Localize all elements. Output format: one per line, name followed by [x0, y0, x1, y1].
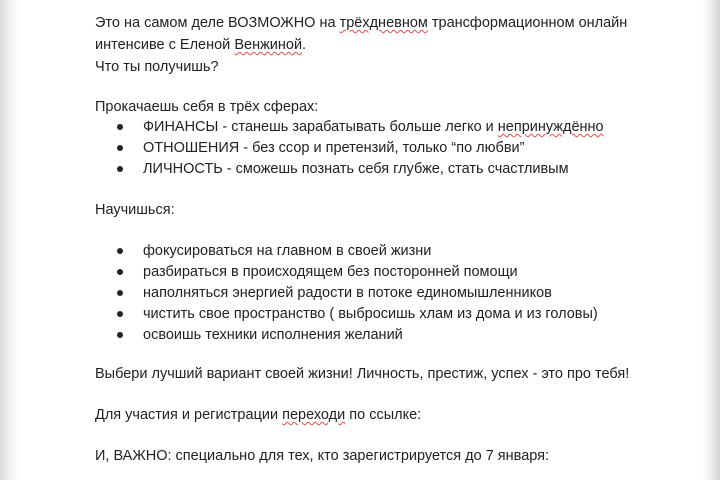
list-item-text: ОТНОШЕНИЯ - без ссор и претензий, только “по любви”: [143, 140, 525, 156]
list-item-text: ЛИЧНОСТЬ - сможешь познать себя глубже, стать счастливым: [143, 161, 569, 177]
misspelled-word[interactable]: трёхдневном: [339, 15, 428, 31]
list-item-text: наполняться энергией радости в потоке единомышленников: [143, 285, 552, 301]
page-shadow-left: [0, 0, 20, 480]
bullet-icon: [117, 248, 123, 254]
learn-heading: Научишься:: [95, 202, 175, 218]
list-item-text: освоишь техники исполнения желаний: [143, 327, 403, 343]
registration-text: Для участия и регистрации: [95, 407, 283, 423]
bullet-icon: [117, 145, 123, 151]
bullet-icon: [117, 124, 123, 130]
bullet-icon: [117, 332, 123, 338]
important-note: И, ВАЖНО: специально для тех, кто зарегистрируется до 7 января:: [95, 448, 550, 464]
bullet-icon: [117, 311, 123, 317]
page-shadow-right: [702, 0, 720, 480]
list-item-text: чистить свое пространство ( выбросишь хлам из дома и из головы): [143, 306, 598, 322]
misspelled-word[interactable]: Венжиной: [234, 37, 303, 53]
intro-line-2: [95, 35, 306, 55]
misspelled-word[interactable]: переходи: [282, 407, 346, 423]
intro-text: .: [302, 37, 307, 53]
bullet-icon: [117, 166, 123, 172]
misspelled-word[interactable]: непринуждённо: [497, 119, 604, 135]
list-item-text: ФИНАНСЫ - станешь зарабатывать больше легко и: [143, 119, 498, 135]
registration-line: [95, 405, 421, 425]
intro-question: Что ты получишь?: [95, 59, 219, 75]
intro-text: интенсиве с Еленой: [95, 37, 235, 53]
closing-paragraph: Выбери лучший вариант своей жизни! Личность, престиж, успех - это про тебя!: [95, 366, 630, 382]
bullet-icon: [117, 269, 123, 275]
spheres-heading: Прокачаешь себя в трёх сферах:: [95, 99, 319, 115]
intro-text: трансформационном онлайн: [427, 15, 628, 31]
list-item-text: фокусироваться на главном в своей жизни: [143, 243, 432, 259]
intro-line-1: [95, 13, 627, 33]
bullet-icon: [117, 290, 123, 296]
registration-text: по ссылке:: [345, 407, 422, 423]
list-item-text: разбираться в происходящем без посторонней помощи: [143, 264, 518, 280]
intro-text: Это на самом деле ВОЗМОЖНО на: [95, 15, 340, 31]
